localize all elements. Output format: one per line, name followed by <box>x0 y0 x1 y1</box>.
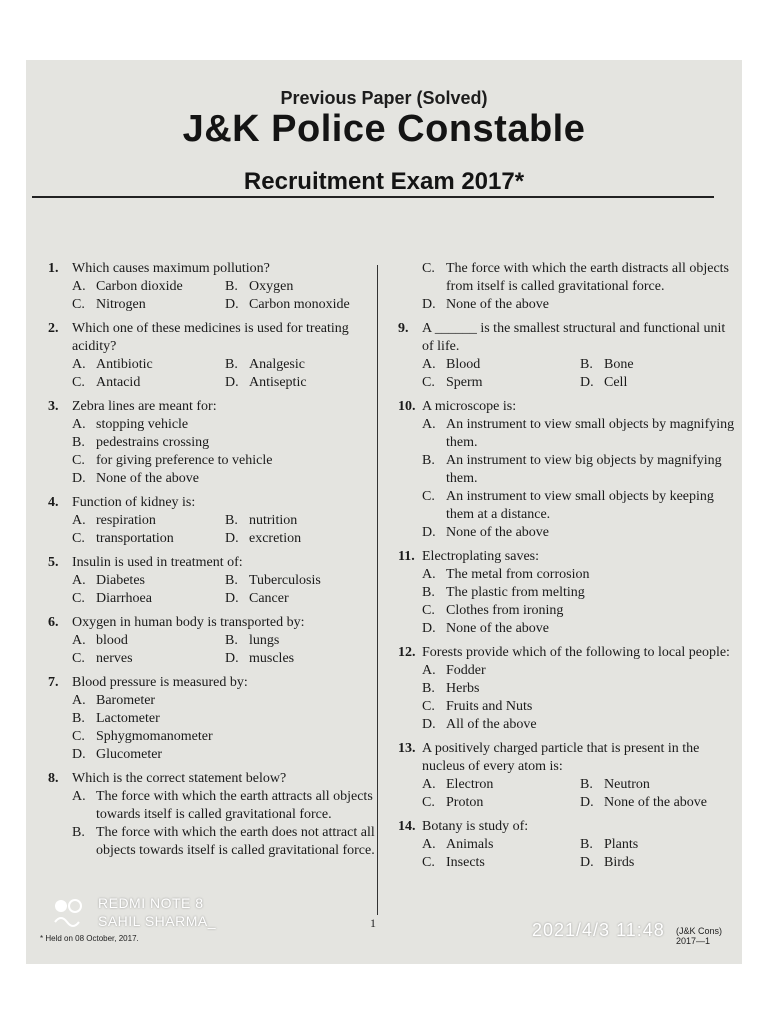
option-letter: B. <box>422 585 435 600</box>
answer-option <box>72 692 378 710</box>
answer-option <box>72 374 225 392</box>
question-text: Function of kidney is: <box>72 495 196 510</box>
option-text: Cell <box>604 375 628 390</box>
answer-option <box>422 716 738 734</box>
answer-options <box>398 776 738 812</box>
question <box>398 260 738 314</box>
option-text: Carbon dioxide <box>96 279 183 294</box>
option-letter: C. <box>72 591 85 606</box>
option-text: Glucometer <box>96 747 163 762</box>
answer-options <box>398 416 738 542</box>
answer-option <box>72 296 225 314</box>
answer-option <box>422 776 580 794</box>
option-letter: B. <box>72 435 85 450</box>
option-text: An instrument to view small objects by keeping them at a distance. <box>446 489 714 522</box>
answer-option <box>72 356 225 374</box>
answer-options <box>48 278 378 314</box>
answer-option <box>422 698 738 716</box>
option-letter: D. <box>422 621 436 636</box>
answer-option <box>72 572 225 590</box>
answer-option <box>225 278 378 296</box>
option-letter: A. <box>422 417 436 432</box>
question-text: Which causes maximum pollution? <box>72 261 270 276</box>
answer-option <box>422 416 738 452</box>
answer-option <box>225 590 378 608</box>
watermark-device: REDMI NOTE 8 <box>98 895 204 911</box>
answer-option <box>72 632 225 650</box>
option-letter: D. <box>580 795 594 810</box>
question-number: 4. <box>48 495 59 510</box>
option-text: Sphygmomanometer <box>96 729 213 744</box>
question <box>48 554 378 608</box>
option-text: Blood <box>446 357 481 372</box>
question-text: A positively charged particle that is present in the nucleus of every atom is: <box>422 741 700 774</box>
question-line <box>48 674 378 692</box>
question-line <box>48 554 378 572</box>
question-line <box>398 548 738 566</box>
answer-options <box>48 632 378 668</box>
option-text: None of the above <box>446 525 550 540</box>
option-text: Lactometer <box>96 711 160 726</box>
question-number: 9. <box>398 321 409 336</box>
answer-options <box>48 512 378 548</box>
photo-timestamp: 2021/4/3 11:48 <box>532 920 665 940</box>
option-text: pedestrains crossing <box>96 435 210 450</box>
answer-option <box>422 662 738 680</box>
option-text: Nitrogen <box>96 297 146 312</box>
question-line <box>398 398 738 416</box>
option-letter: D. <box>422 525 436 540</box>
option-letter: A. <box>422 837 436 852</box>
answer-option <box>422 524 738 542</box>
option-letter: D. <box>225 375 239 390</box>
answer-option <box>72 710 378 728</box>
option-letter: A. <box>422 663 436 678</box>
option-text: None of the above <box>446 621 550 636</box>
option-text: None of the above <box>446 297 550 312</box>
question-text: Insulin is used in treatment of: <box>72 555 243 570</box>
option-letter: B. <box>225 279 238 294</box>
option-text: Oxygen <box>249 279 294 294</box>
answer-option <box>422 584 738 602</box>
answer-option <box>422 854 580 872</box>
answer-option <box>422 794 580 812</box>
answer-option <box>422 296 738 314</box>
answer-option <box>580 836 738 854</box>
option-letter: B. <box>72 825 85 840</box>
question <box>48 614 378 668</box>
paper-title: J&K Police Constable <box>182 108 586 150</box>
option-text: Cancer <box>249 591 289 606</box>
option-letter: A. <box>72 693 86 708</box>
question <box>398 740 738 812</box>
footnote: * Held on 08 October, 2017. <box>40 934 139 943</box>
question-text: A microscope is: <box>422 399 517 414</box>
option-letter: B. <box>422 681 435 696</box>
option-letter: B. <box>580 357 593 372</box>
question-text: Zebra lines are meant for: <box>72 399 217 414</box>
question-text: Botany is study of: <box>422 819 529 834</box>
option-text: Plants <box>604 837 639 852</box>
option-letter: C. <box>422 375 435 390</box>
option-letter: D. <box>225 651 239 666</box>
answer-options <box>48 788 378 860</box>
camera-logo-icon <box>52 898 92 928</box>
question <box>398 644 738 734</box>
option-letter: D. <box>72 747 86 762</box>
option-letter: D. <box>225 531 239 546</box>
question-line <box>48 260 378 278</box>
answer-option <box>580 854 738 872</box>
option-text: Sperm <box>446 375 483 390</box>
option-letter: B. <box>580 837 593 852</box>
question-line <box>398 320 738 356</box>
question <box>48 320 378 392</box>
option-text: stopping vehicle <box>96 417 189 432</box>
question <box>398 818 738 872</box>
option-text: Antiseptic <box>249 375 307 390</box>
option-letter: A. <box>422 357 436 372</box>
answer-option <box>225 572 378 590</box>
right-column <box>398 260 738 878</box>
answer-option <box>72 512 225 530</box>
answer-option <box>225 650 378 668</box>
option-letter: C. <box>72 297 85 312</box>
answer-option <box>225 296 378 314</box>
answer-options <box>48 572 378 608</box>
option-text: The force with which the earth does not attract all objects towards itself is called gravitational force. <box>96 825 375 858</box>
question-line <box>398 644 738 662</box>
option-text: Herbs <box>446 681 480 696</box>
answer-option <box>580 356 738 374</box>
answer-option <box>225 356 378 374</box>
answer-options <box>398 260 738 314</box>
answer-options <box>398 662 738 734</box>
answer-option <box>72 434 378 452</box>
paper-subtitle: Previous Paper (Solved) <box>280 88 488 108</box>
option-letter: A. <box>72 633 86 648</box>
answer-option <box>225 374 378 392</box>
option-text: for giving preference to vehicle <box>96 453 273 468</box>
question <box>48 398 378 488</box>
answer-option <box>72 278 225 296</box>
option-text: The metal from corrosion <box>446 567 590 582</box>
question-line <box>48 770 378 788</box>
option-text: None of the above <box>604 795 708 810</box>
answer-options <box>48 692 378 764</box>
option-letter: A. <box>422 567 436 582</box>
option-text: The force with which the earth attracts all objects towards itself is called gravitational force. <box>96 789 373 822</box>
answer-option <box>72 416 378 434</box>
question-text: Blood pressure is measured by: <box>72 675 248 690</box>
question-number: 2. <box>48 321 59 336</box>
option-letter: B. <box>225 633 238 648</box>
answer-option <box>422 680 738 698</box>
question <box>398 320 738 392</box>
option-text: blood <box>96 633 128 648</box>
option-text: Tuberculosis <box>249 573 321 588</box>
option-text: The plastic from melting <box>446 585 585 600</box>
option-text: muscles <box>249 651 295 666</box>
answer-option <box>72 650 225 668</box>
option-text: Fruits and Nuts <box>446 699 533 714</box>
question <box>398 548 738 638</box>
answer-option <box>422 374 580 392</box>
question-line <box>398 740 738 776</box>
option-text: Antibiotic <box>96 357 153 372</box>
option-text: Bone <box>604 357 634 372</box>
exam-name: Recruitment Exam 2017* <box>243 168 525 195</box>
answer-option <box>72 590 225 608</box>
answer-option <box>580 374 738 392</box>
option-text: An instrument to view big objects by magnifying them. <box>446 453 722 486</box>
question-number: 1. <box>48 261 59 276</box>
page-number: 1 <box>370 916 376 930</box>
option-text: Diarrhoea <box>96 591 152 606</box>
question-line <box>48 494 378 512</box>
question-number: 3. <box>48 399 59 414</box>
answer-option <box>580 794 738 812</box>
option-letter: A. <box>72 513 86 528</box>
option-text: Clothes from ironing <box>446 603 564 618</box>
header-rule <box>32 196 714 198</box>
option-text: Barometer <box>96 693 156 708</box>
option-letter: B. <box>72 711 85 726</box>
answer-option <box>422 260 738 296</box>
option-text: transportation <box>96 531 174 546</box>
option-letter: C. <box>422 699 435 714</box>
option-letter: D. <box>72 471 86 486</box>
option-text: An instrument to view small objects by magnifying them. <box>446 417 735 450</box>
option-letter: A. <box>72 573 86 588</box>
question-number: 7. <box>48 675 59 690</box>
answer-option <box>72 470 378 488</box>
option-letter: B. <box>225 357 238 372</box>
question-number: 5. <box>48 555 59 570</box>
option-text: nutrition <box>249 513 298 528</box>
answer-option <box>422 356 580 374</box>
answer-options <box>48 416 378 488</box>
option-letter: A. <box>72 417 86 432</box>
question-line <box>48 614 378 632</box>
question-number: 13. <box>398 741 416 756</box>
answer-option <box>422 602 738 620</box>
question-line <box>48 320 378 356</box>
question-number: 11. <box>398 549 415 564</box>
question-number: 6. <box>48 615 59 630</box>
option-text: respiration <box>96 513 156 528</box>
question-number: 10. <box>398 399 416 414</box>
answer-option <box>72 452 378 470</box>
option-text: The force with which the earth distracts all objects from itself is called gravitational force. <box>446 261 730 294</box>
answer-option <box>422 620 738 638</box>
option-text: Carbon monoxide <box>249 297 350 312</box>
answer-option <box>225 632 378 650</box>
option-text: Fodder <box>446 663 486 678</box>
option-letter: C. <box>72 453 85 468</box>
watermark-user: SAHIL SHARMA_ <box>98 913 217 929</box>
option-text: nerves <box>96 651 133 666</box>
question <box>48 260 378 314</box>
option-letter: C. <box>422 489 435 504</box>
question-number: 14. <box>398 819 416 834</box>
option-letter: A. <box>72 279 86 294</box>
question-line <box>48 398 378 416</box>
question <box>48 494 378 548</box>
question-number: 12. <box>398 645 416 660</box>
option-letter: B. <box>422 453 435 468</box>
option-text: Insects <box>446 855 485 870</box>
question-number: 8. <box>48 771 59 786</box>
option-letter: D. <box>225 591 239 606</box>
question-text: Electroplating saves: <box>422 549 540 564</box>
answer-option <box>225 530 378 548</box>
option-letter: A. <box>72 357 86 372</box>
exam-paper-page <box>26 60 742 964</box>
option-text: Animals <box>446 837 494 852</box>
question-line <box>398 818 738 836</box>
answer-option <box>72 788 378 824</box>
answer-option <box>422 836 580 854</box>
answer-option <box>72 728 378 746</box>
option-letter: B. <box>580 777 593 792</box>
option-letter: B. <box>225 513 238 528</box>
option-text: Proton <box>446 795 484 810</box>
answer-option <box>225 512 378 530</box>
option-text: None of the above <box>96 471 200 486</box>
option-letter: C. <box>422 603 435 618</box>
option-text: Analgesic <box>249 357 305 372</box>
answer-options <box>398 356 738 392</box>
option-letter: C. <box>72 729 85 744</box>
option-letter: D. <box>580 855 594 870</box>
option-letter: C. <box>72 651 85 666</box>
option-letter: B. <box>225 573 238 588</box>
option-letter: C. <box>422 855 435 870</box>
answer-options <box>398 566 738 638</box>
question-text: A ______ is the smallest structural and functional unit of life. <box>422 321 726 354</box>
answer-option <box>72 824 378 860</box>
option-text: Birds <box>604 855 635 870</box>
question <box>48 674 378 764</box>
option-letter: C. <box>422 261 435 276</box>
answer-option <box>72 530 225 548</box>
question-text: Forests provide which of the following to local people: <box>422 645 730 660</box>
option-letter: C. <box>72 531 85 546</box>
question-text: Which one of these medicines is used for treating acidity? <box>72 321 349 354</box>
option-text: excretion <box>249 531 302 546</box>
option-text: Electron <box>446 777 494 792</box>
option-letter: A. <box>422 777 436 792</box>
option-letter: D. <box>422 297 436 312</box>
option-letter: D. <box>422 717 436 732</box>
option-text: lungs <box>249 633 280 648</box>
option-letter: A. <box>72 789 86 804</box>
question <box>398 398 738 542</box>
answer-options <box>398 836 738 872</box>
option-letter: D. <box>225 297 239 312</box>
option-text: Neutron <box>604 777 650 792</box>
question-text: Which is the correct statement below? <box>72 771 287 786</box>
answer-option <box>72 746 378 764</box>
left-column <box>48 260 378 866</box>
answer-option <box>422 452 738 488</box>
option-text: Diabetes <box>96 573 145 588</box>
option-letter: C. <box>422 795 435 810</box>
page-code: (J&K Cons) 2017—1 <box>676 926 723 946</box>
question-text: Oxygen in human body is transported by: <box>72 615 305 630</box>
answer-option <box>422 566 738 584</box>
answer-option <box>422 488 738 524</box>
option-text: All of the above <box>446 717 537 732</box>
answer-options <box>48 356 378 392</box>
option-letter: C. <box>72 375 85 390</box>
question <box>48 770 378 860</box>
answer-option <box>580 776 738 794</box>
option-letter: D. <box>580 375 594 390</box>
option-text: Antacid <box>96 375 141 390</box>
